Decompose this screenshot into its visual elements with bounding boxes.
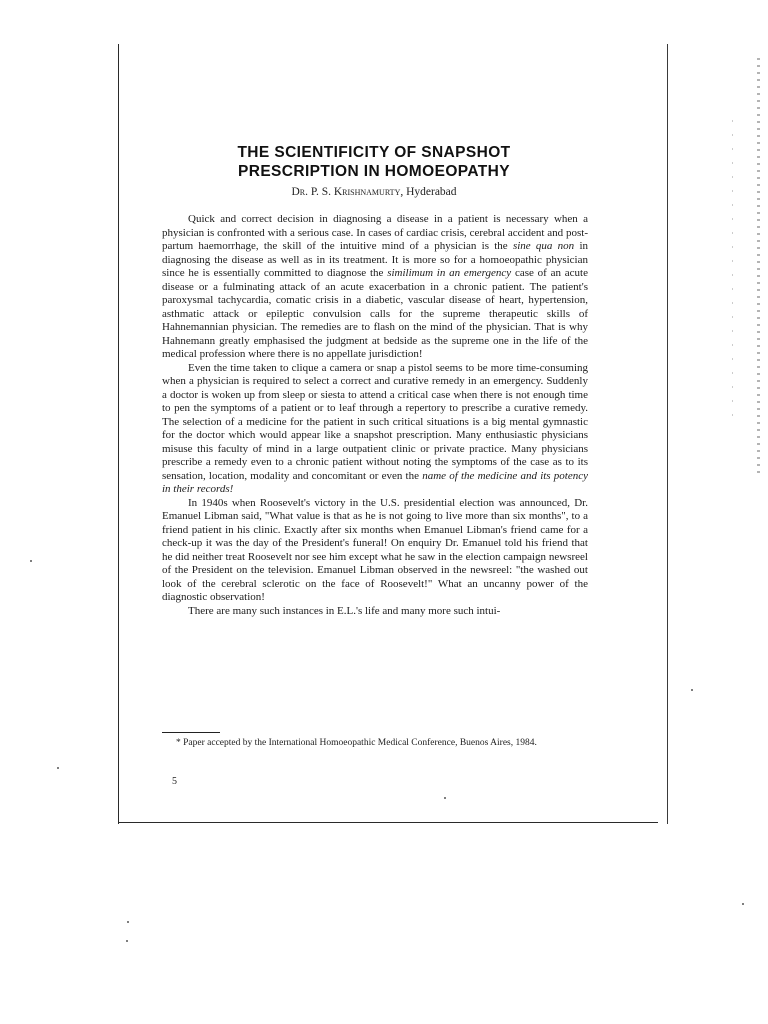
footnote-divider	[162, 732, 220, 733]
author-byline	[160, 186, 588, 198]
paragraph: Even the time taken to clique a camera or snap a pistol seems to be more time-consuming when a physician is required to select a correct and curative remedy in an emergency. Suddenly a doctor is woken up from sleep or siesta to attend a critical case when there is not enough time to pen the symptoms of a patient or to leaf through a repertory to prescribe a curative remedy. The selection of a medicine for the patient in such critical situations is a big mental gymnastic for the doctor which would appear like a snapshot prescription. Many enthusiastic physicians misuse this faculty of mind in a large outpatient clinic or private practice. Many physicians prescribe a remedy even to a chronic patient without noting the symptoms of the case as to its sensation, location, modality and concomitant or even the name of the medicine and its potency in their records!	[162, 361, 588, 495]
scan-edge-left	[118, 44, 119, 824]
article-body	[162, 213, 588, 618]
emphasis: name of the medicine and its potency in their records!	[162, 469, 588, 495]
emphasis: sine qua non	[512, 240, 575, 252]
article-title-line-1: THE SCIENTIFICITY OF SNAPSHOT	[237, 144, 511, 161]
footnote: * Paper accepted by the International Homoeopathic Medical Conference, Buenos Aires, 1984.	[176, 738, 537, 748]
paragraph: There are many such instances in E.L.'s life and many more such intui-	[188, 604, 501, 617]
scan-speck	[742, 903, 744, 905]
scan-margin-noise	[757, 58, 760, 478]
scan-speck	[126, 940, 128, 942]
emphasis: similimum in an emergency	[387, 267, 512, 279]
paragraph: Quick and correct decision in diagnosing a disease in a patient is necessary when a physician is confronted with a serious case. In cases of cardiac crisis, cerebral accident and post-partum haemorrhage, the skill of the intuitive mind of a physician is the sine qua non in diagnosing the disease as well as in its treatment. It is more so for a homoeopathic physician since he is essentially committed to diagnose the similimum in an emergency case of an acute disease or a fulminating attack of an acute exacerbation in a chronic patient. The patient's paroxysmal tachycardia, comatic crisis in a diabetic, vascular disease of heart, hypertension, asthmatic attack or epileptic convulsion calls for the supreme therapeutic skills of Hahnemannian physician. The remedies are to flash on the mind of the physician. That is why Hahnemann greatly emphasised the judgment at bedside as the supreme one in the life of the medical profession where there is no appellate jurisdiction!	[162, 213, 589, 360]
scan-margin-noise	[732, 120, 733, 420]
page-number: 5	[172, 776, 177, 787]
author-location: Hyderabad	[406, 186, 457, 198]
paragraph: In 1940s when Roosevelt's victory in the U.S. presidential election was announced, Dr. Emanuel Libman said, "What value is that as he is not going to live more than six months", to a friend patient in his clinic. Exactly after six months when Emanuel Libman's friend came for a check-up it was the day of the President's funeral! On enquiry Dr. Emanuel told his friend that he did neither treat Roosevelt nor see him except what he saw in the election campaign newsreel of the President on the television. Emanuel Libman observed in the newsreel: "the washed out look of the cerebral sclerotic on the face of Roosevelt!" What an uncanny power of the diagnostic observation!	[162, 496, 588, 603]
scan-speck	[444, 797, 446, 799]
scan-speck	[57, 767, 59, 769]
article-title-line-2: PRESCRIPTION IN HOMOEOPATHY	[237, 163, 511, 180]
scan-speck	[30, 560, 32, 562]
scan-speck	[691, 689, 693, 691]
author-name: Dr. P. S. Krishnamurty,	[291, 186, 404, 198]
scan-edge-bottom	[118, 822, 658, 823]
scan-speck	[127, 921, 129, 923]
scan-edge-right	[667, 44, 668, 824]
